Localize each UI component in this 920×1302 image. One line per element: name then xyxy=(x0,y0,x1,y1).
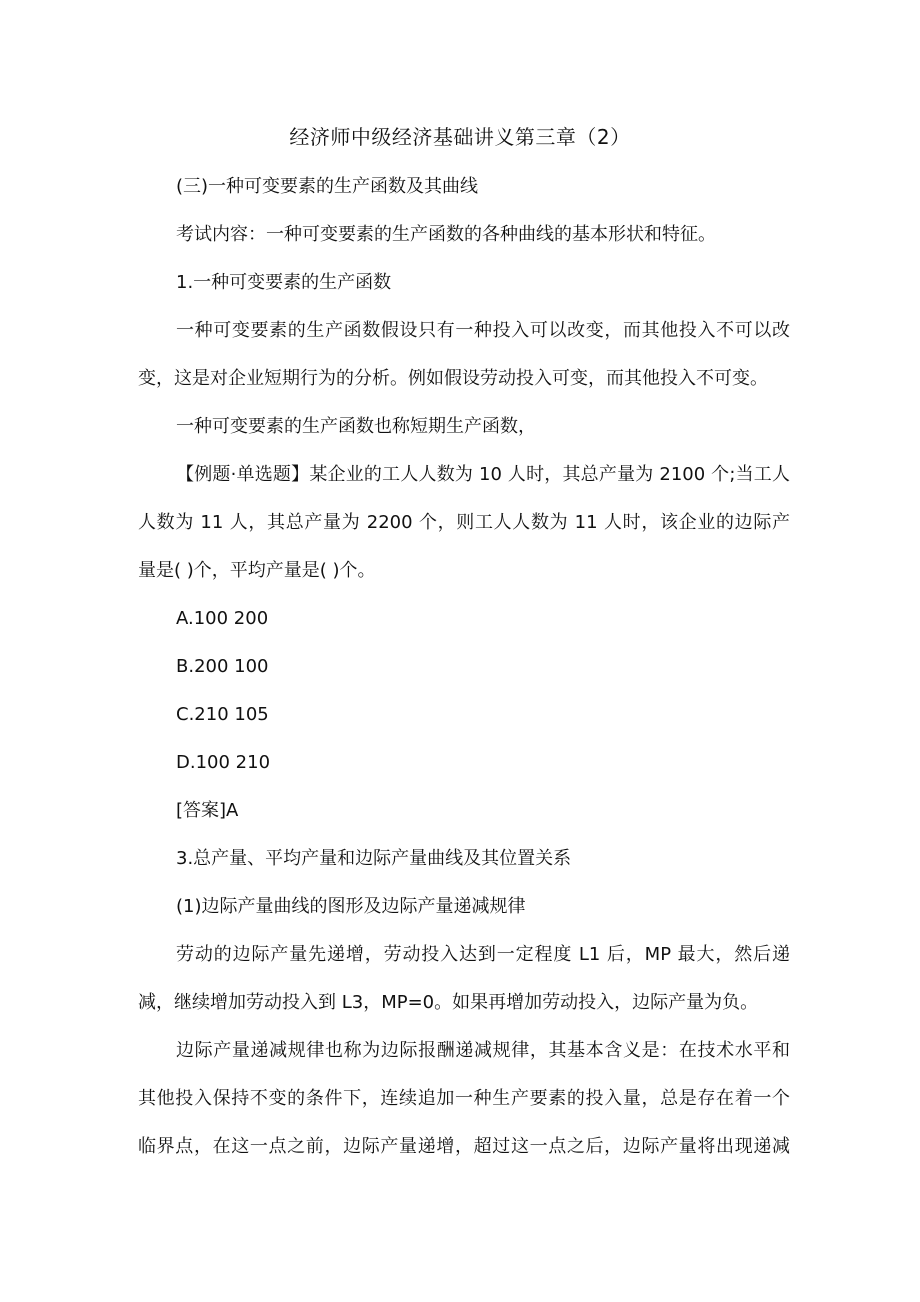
option-a: A.100 200 xyxy=(176,608,269,629)
answer: [答案]A xyxy=(176,800,239,821)
paragraph-line: 边际产量递减规律也称为边际报酬递减规律，其基本含义是：在技术水平和 xyxy=(176,1040,790,1061)
paragraph-line: 一种可变要素的生产函数假设只有一种投入可以改变，而其他投入不可以改 xyxy=(176,320,790,341)
subsection-heading: 3.总产量、平均产量和边际产量曲线及其位置关系 xyxy=(176,848,572,869)
paragraph-line: 其他投入保持不变的条件下，连续追加一种生产要素的投入量，总是存在着一个 xyxy=(138,1088,790,1109)
subsection-heading: (1)边际产量曲线的图形及边际产量递减规律 xyxy=(176,896,526,917)
paragraph-line: 一种可变要素的生产函数也称短期生产函数， xyxy=(176,416,536,437)
option-d: D.100 210 xyxy=(176,752,271,773)
document-title: 经济师中级经济基础讲义第三章（2） xyxy=(289,125,631,149)
subsection-heading: 1.一种可变要素的生产函数 xyxy=(176,272,392,293)
option-b: B.200 100 xyxy=(176,656,269,677)
question-line: 【例题·单选题】某企业的工人人数为 10 人时，其总产量为 2100 个;当工人 xyxy=(176,464,790,485)
exam-content: 考试内容：一种可变要素的生产函数的各种曲线的基本形状和特征。 xyxy=(176,224,716,245)
paragraph-line: 劳动的边际产量先递增，劳动投入达到一定程度 L1 后，MP 最大，然后递 xyxy=(176,944,790,965)
paragraph-line: 减，继续增加劳动投入到 L3，MP=0。如果再增加劳动投入，边际产量为负。 xyxy=(138,992,759,1013)
paragraph-line: 临界点，在这一点之前，边际产量递增，超过这一点之后，边际产量将出现递减 xyxy=(138,1136,790,1157)
section-heading: (三)一种可变要素的生产函数及其曲线 xyxy=(176,176,479,197)
question-line: 量是( )个，平均产量是( )个。 xyxy=(138,560,376,581)
option-c: C.210 105 xyxy=(176,704,269,725)
paragraph-line: 变，这是对企业短期行为的分析。例如假设劳动投入可变，而其他投入不可变。 xyxy=(138,368,768,389)
question-line: 人数为 11 人，其总产量为 2200 个，则工人人数为 11 人时，该企业的边际产 xyxy=(138,512,790,533)
